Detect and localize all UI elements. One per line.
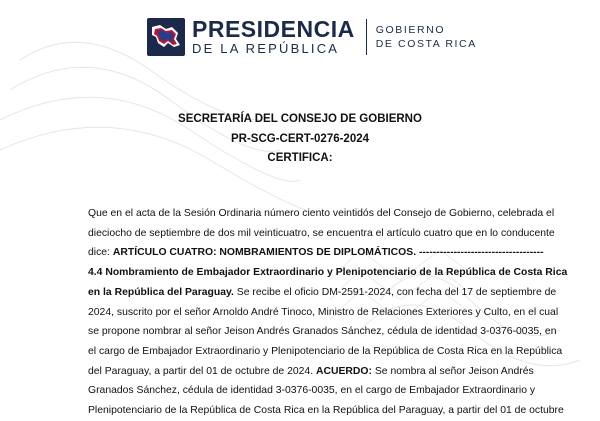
body-line xyxy=(88,342,563,362)
bold-text: ACUERDO: xyxy=(315,365,372,377)
costa-rica-emblem-icon xyxy=(146,17,186,57)
office-heading: SECRETARÍA DEL CONSEJO DE GOBIERNO xyxy=(178,113,422,125)
certificate-body xyxy=(88,204,568,421)
body-text-segment: 2024, suscrito por el señor Arnoldo André Tinoco, Ministro de Relaciones Exteriores y Culto, en el cual xyxy=(88,306,559,318)
bold-text: ARTÍCULO CUATRO: NOMBRAMIENTOS DE DIPLOMÁTICOS. ------------------------------------ xyxy=(112,247,544,259)
government-line-1: GOBIERNO xyxy=(375,24,446,36)
certificate-reference: PR-SCG-CERT-0276-2024 xyxy=(230,133,370,145)
body-text-segment: del Paraguay, a partir del 01 de octubre de 2024. xyxy=(88,365,316,377)
body-line xyxy=(88,243,544,263)
body-line xyxy=(88,303,559,323)
body-text-segment: dieciocho de septiembre de dos mil veinticuatro, se encuentra el artículo cuatro que en lo conducente xyxy=(88,227,555,239)
government-line-2: DE COSTA RICA xyxy=(375,38,477,50)
body-line xyxy=(88,224,555,244)
body-text-segment: Se recibe el oficio DM-2591-2024, con fecha del 17 de septiembre de xyxy=(233,286,557,298)
body-text-segment: el cargo de Embajador Extraordinario y Plenipotenciario de la República de Costa Rica en la República xyxy=(88,345,563,357)
body-line xyxy=(88,381,536,401)
body-line xyxy=(88,283,557,303)
body-text-segment: Granados Sánchez, cédula de identidad 3-0376-0035, en el cargo de Embajador Extraordinario y xyxy=(88,385,536,397)
certifica-heading: CERTIFICA: xyxy=(267,152,333,164)
letterhead xyxy=(146,14,477,60)
body-text-segment: Que en el acta de la Sesión Ordinaria número ciento veintidós del Consejo de Gobierno, celebrada el xyxy=(88,208,555,219)
body-line xyxy=(88,263,568,283)
body-line xyxy=(88,322,557,342)
body-line xyxy=(88,204,555,224)
bold-text: en la República del Paraguay. xyxy=(88,286,234,298)
body-line xyxy=(88,401,564,421)
brand-subtitle: DE LA REPÚBLICA xyxy=(192,41,340,56)
bold-text: 4.4 Nombramiento de Embajador Extraordinario y Plenipotenciario de la República de Costa Rica xyxy=(88,267,568,279)
body-text-segment: se propone nombrar al señor Jeison Andrés Granados Sánchez, cédula de identidad 3-0376-0035, en xyxy=(88,326,557,338)
header-divider xyxy=(366,19,367,55)
body-line xyxy=(88,362,534,382)
body-text-segment: Se nombra al señor Jeison Andrés xyxy=(371,365,534,377)
body-text-segment: Plenipotenciario de la República de Costa Rica en la República del Paraguay, a partir del 01 de octubre xyxy=(88,405,564,417)
brand-title: PRESIDENCIA xyxy=(192,16,355,42)
body-text-segment: dice: xyxy=(88,247,113,259)
